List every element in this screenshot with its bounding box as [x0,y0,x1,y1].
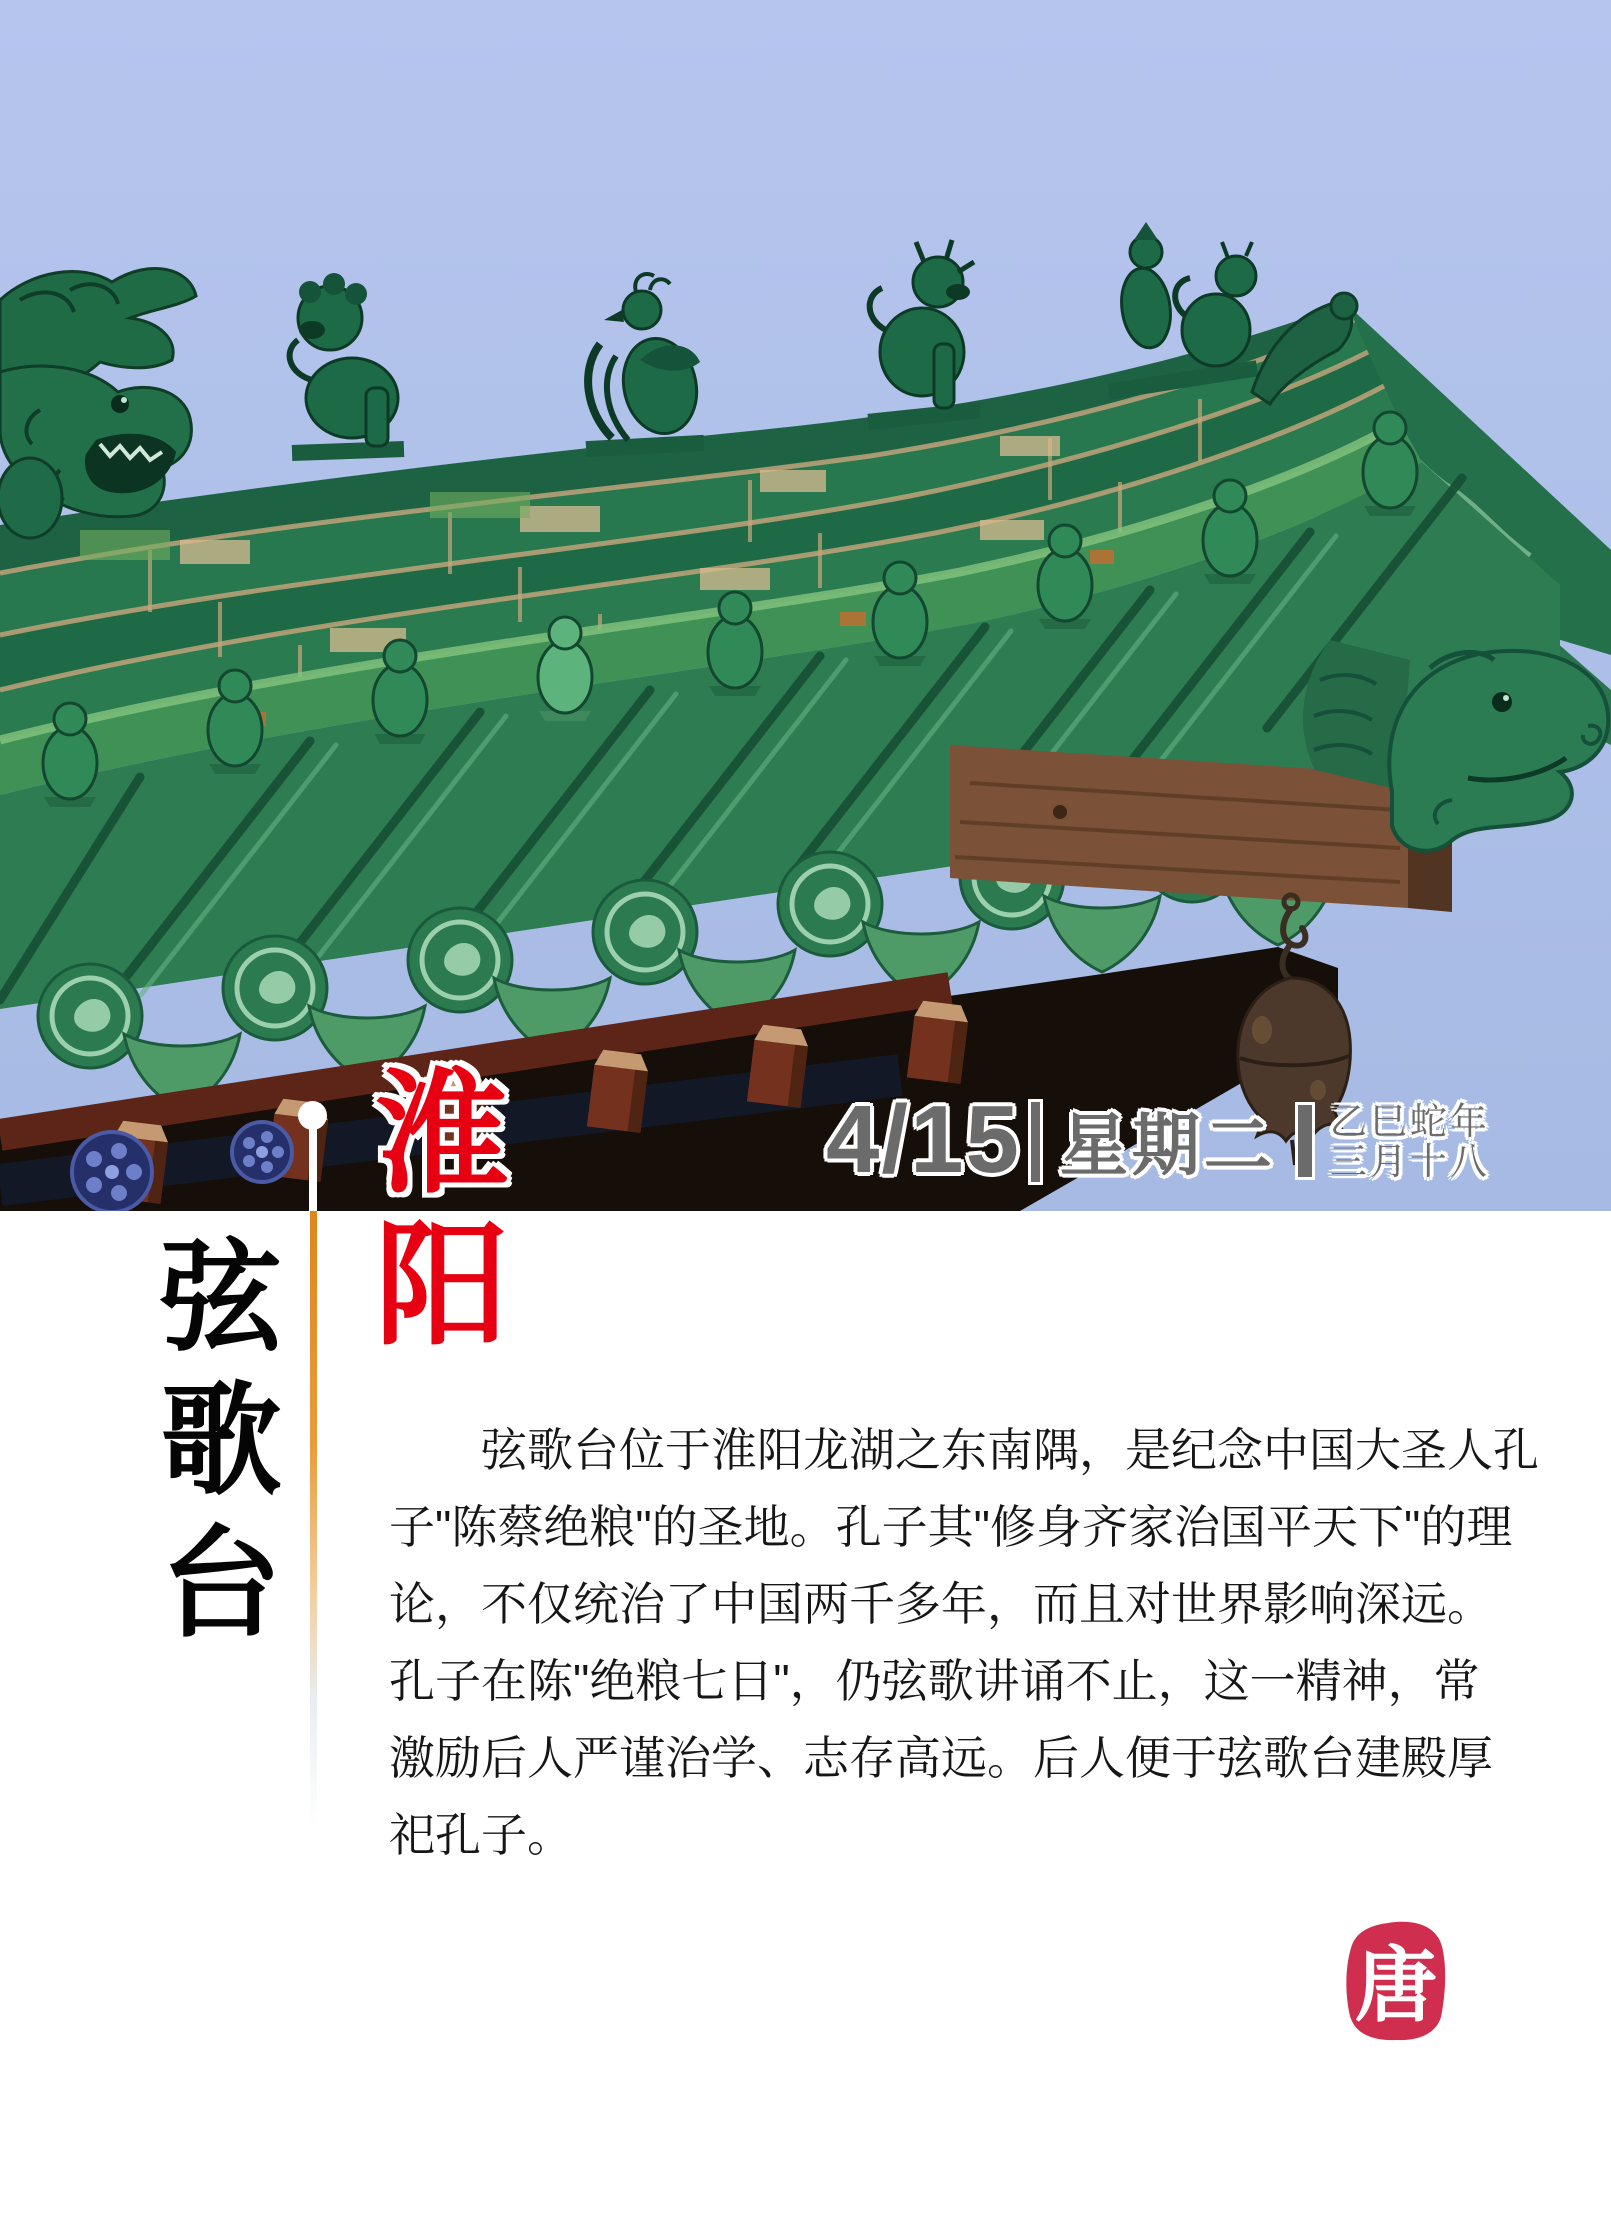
date-bar [826,1086,1490,1193]
red-seal [1342,1920,1450,2042]
lunar-day: 三月十八 [1329,1140,1490,1182]
site-title: 弦歌台 [142,1233,276,1662]
lunar-date [1330,1102,1490,1181]
date-divider-bar [1298,1105,1312,1177]
article-line: 子"陈蔡绝粮"的圣地。孔子其"修身齐家治国平天下"的理 [389,1501,1513,1553]
timeline-line-lower [310,1211,317,1825]
seal-graphic [1342,1920,1450,2042]
date-number: 4/15 [826,1086,1021,1193]
article-line: 祀孔子。 [389,1809,573,1861]
weekday-label: 星期二 [1059,1108,1276,1185]
lunar-year: 乙巳蛇年 [1329,1101,1490,1143]
seal-character: 唐 [1354,1940,1438,2032]
article-line: 激励后人严谨治学、志存高远。后人便于弦歌台建殿厚 [389,1732,1493,1784]
article-line: 弦歌台位于淮阳龙湖之东南隅，是纪念中国大圣人孔 [481,1424,1539,1476]
date-separator-bar [1031,1102,1040,1182]
article-text [389,1412,1541,1874]
article-line: 论，不仅统治了中国两千多年，而且对世界影响深远。 [389,1578,1493,1630]
region-title: 淮阳 [356,1062,504,1366]
timeline-line-upper [309,1126,317,1211]
article-line: 孔子在陈"绝粮七日"，仍弦歌讲诵不止，这一精神，常 [389,1655,1480,1707]
